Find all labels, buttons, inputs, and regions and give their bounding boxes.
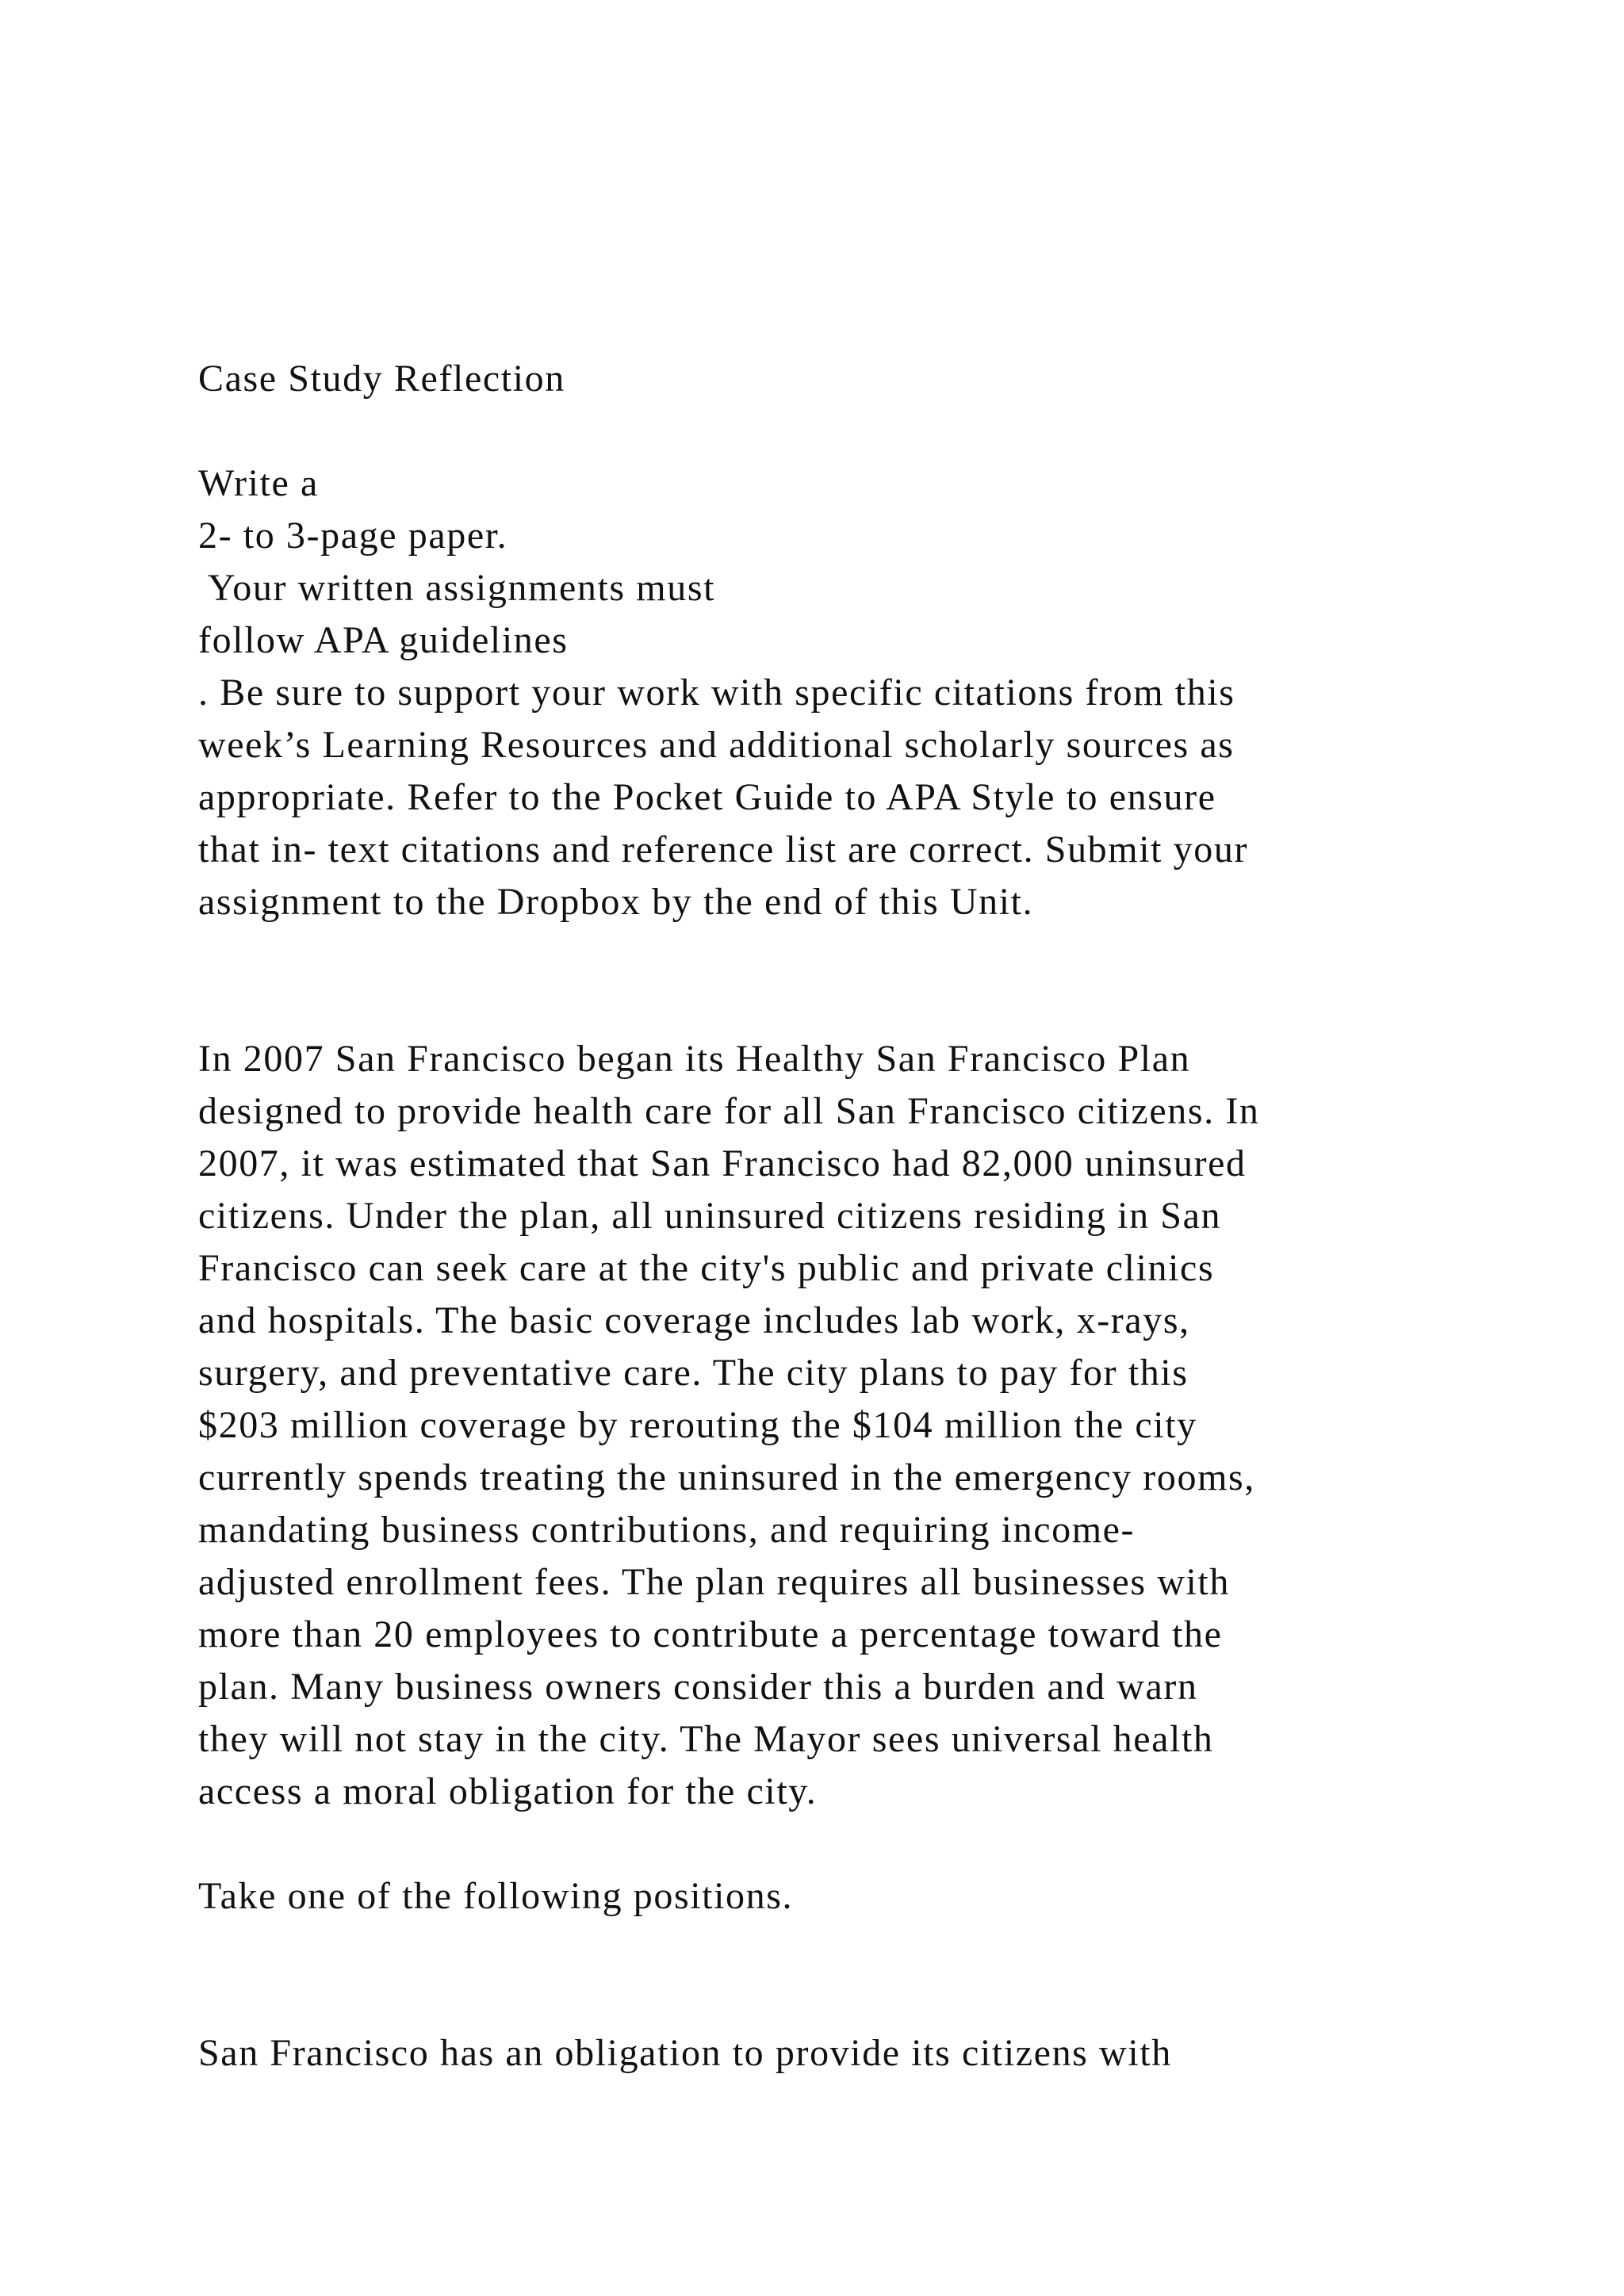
case-paragraph-line: and hospitals. The basic coverage includes lab work, x-rays, xyxy=(198,1299,1190,1341)
instruction-line: Your written assignments must xyxy=(198,567,716,609)
case-paragraph-line: citizens. Under the plan, all uninsured citizens residing in San xyxy=(198,1195,1222,1237)
instruction-line: appropriate. Refer to the Pocket Guide to APA Style to ensure xyxy=(198,776,1216,818)
instruction-line: assignment to the Dropbox by the end of this Unit. xyxy=(198,881,1034,923)
case-paragraph-line: designed to provide health care for all San Francisco citizens. In xyxy=(198,1090,1260,1132)
document-title: Case Study Reflection xyxy=(198,358,565,400)
case-paragraph-line: 2007, it was estimated that San Francisco had 82,000 uninsured xyxy=(198,1142,1247,1184)
case-paragraph-line: Francisco can seek care at the city's public and private clinics xyxy=(198,1247,1215,1289)
instruction-line: . Be sure to support your work with specific citations from this xyxy=(198,672,1235,714)
case-paragraph-line: surgery, and preventative care. The city plans to pay for this xyxy=(198,1352,1189,1394)
case-paragraph-line: access a moral obligation for the city. xyxy=(198,1770,818,1812)
case-paragraph-line: plan. Many business owners consider this a burden and warn xyxy=(198,1666,1198,1708)
instruction-line: 2- to 3-page paper. xyxy=(198,515,508,557)
case-paragraph-line: they will not stay in the city. The Mayor sees universal health xyxy=(198,1718,1214,1760)
positions-prompt: Take one of the following positions. xyxy=(198,1875,794,1917)
instruction-line: Write a xyxy=(198,462,319,504)
case-paragraph-line: In 2007 San Francisco began its Healthy San Francisco Plan xyxy=(198,1038,1191,1080)
instruction-line: that in- text citations and reference list are correct. Submit your xyxy=(198,828,1249,871)
position-line: San Francisco has an obligation to provide its citizens with xyxy=(198,2032,1172,2074)
instruction-line: week’s Learning Resources and additional scholarly sources as xyxy=(198,724,1235,766)
case-paragraph-line: mandating business contributions, and requiring income- xyxy=(198,1509,1136,1551)
case-paragraph-line: adjusted enrollment fees. The plan requires all businesses with xyxy=(198,1561,1230,1603)
case-paragraph-line: currently spends treating the uninsured in the emergency rooms, xyxy=(198,1456,1255,1498)
case-paragraph-line: more than 20 employees to contribute a percentage toward the xyxy=(198,1613,1223,1655)
case-paragraph-line: $203 million coverage by rerouting the $104 million the city xyxy=(198,1404,1197,1446)
instruction-line: follow APA guidelines xyxy=(198,619,569,661)
